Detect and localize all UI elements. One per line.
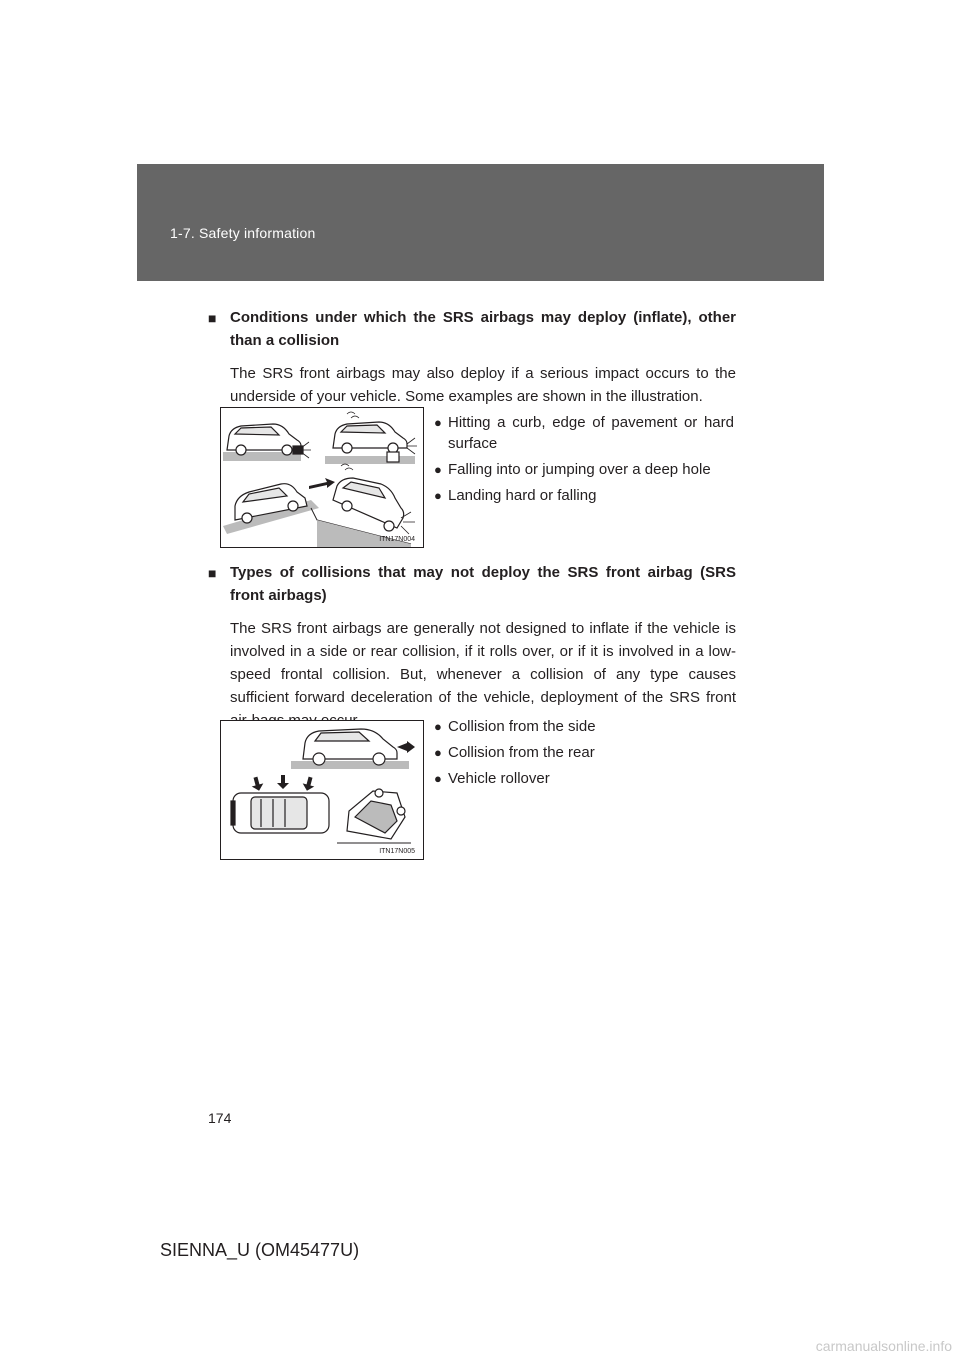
section-1-paragraph: The SRS front airbags may also deploy if a serious impact occurs to the underside of your vehicle. Some examples are shown in the illustration. xyxy=(230,365,736,405)
header-bar xyxy=(137,164,824,281)
car-icon xyxy=(223,484,319,534)
list-item: ● Collision from the rear xyxy=(434,744,595,761)
car-rollover-icon xyxy=(347,789,405,839)
list-item: ● Hitting a curb, edge of pavement or hard surface xyxy=(434,414,734,452)
car-icon xyxy=(223,424,303,461)
car-icon xyxy=(291,729,409,769)
car-top-view-icon xyxy=(231,793,329,833)
bullet-icon: ● xyxy=(434,415,442,430)
arrow-left-icon xyxy=(397,741,415,753)
section-title: 1-7. Safety information xyxy=(170,225,316,241)
arrow-down-icon xyxy=(250,775,317,792)
bullet-icon: ● xyxy=(434,462,442,477)
section-2-paragraph: The SRS front airbags are generally not designed to inflate if the vehicle is involved in a side or rear collision, if it rolls over, or if it is involved in a low-speed frontal collision. But, whenever a collision of any type causes sufficient forward deceleration of the vehicle, deployment of the SRS front xyxy=(230,620,736,706)
car-icon xyxy=(333,478,404,531)
section-2-bullets xyxy=(434,716,734,794)
bullet-icon: ● xyxy=(434,488,442,503)
list-item: ● Falling into or jumping over a deep hole xyxy=(434,461,711,478)
impact-burst-icon xyxy=(301,442,311,458)
section-2-heading xyxy=(208,561,736,607)
bullet-icon: ● xyxy=(434,745,442,760)
list-item: ● Collision from the side xyxy=(434,718,596,735)
square-marker-icon: ■ xyxy=(208,310,217,326)
car-icon xyxy=(325,422,415,464)
section-2 xyxy=(208,561,736,732)
section-1-heading xyxy=(208,306,736,352)
bullet-icon: ● xyxy=(434,719,442,734)
figure-underside-impact xyxy=(220,407,424,548)
section-1-bullets xyxy=(434,412,734,511)
square-marker-icon: ■ xyxy=(208,565,217,581)
figure-code: ITN17N004 xyxy=(379,536,415,543)
watermark: carmanualsonline.info xyxy=(815,1338,952,1354)
list-item: ● Landing hard or falling xyxy=(434,487,597,504)
section-1 xyxy=(208,306,736,408)
figure-non-deploy-collisions xyxy=(220,720,424,860)
bullet-icon: ● xyxy=(434,771,442,786)
section-1-heading-text: Conditions under which the SRS airbags may deploy (inflate), other than a collision xyxy=(230,309,736,349)
underside-impact-illustration xyxy=(221,408,423,547)
document-code: SIENNA_U (OM45477U) xyxy=(160,1240,360,1260)
figure-code: ITN17N005 xyxy=(379,848,415,855)
page-number: 174 xyxy=(208,1110,232,1126)
non-deploy-illustration xyxy=(221,721,423,859)
list-item: ● Vehicle rollover xyxy=(434,770,550,787)
section-2-heading-text: Types of collisions that may not deploy the SRS front airbag (SRS front airbags) xyxy=(230,564,736,604)
arrow-right-icon xyxy=(309,478,335,489)
